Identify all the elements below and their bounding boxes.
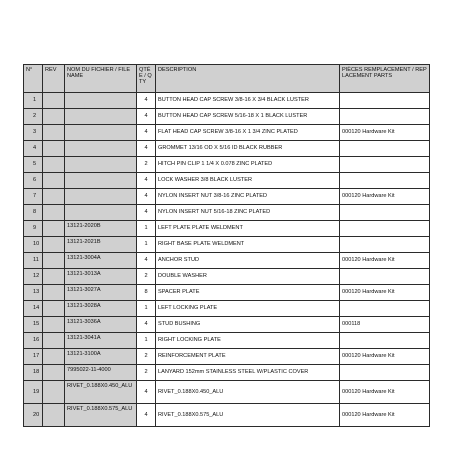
item-number-cell: 11 [24,253,43,269]
file-name-cell [65,109,137,125]
revision-cell [43,285,65,301]
item-number-cell: 5 [24,157,43,173]
table-row [24,404,430,427]
description-cell: ANCHOR STUD [156,253,340,269]
replacement-parts-cell: 000120 Hardware Kit [340,285,430,301]
file-name-cell [65,173,137,189]
item-number-cell: 7 [24,189,43,205]
item-number-cell: 10 [24,237,43,253]
revision-cell [43,253,65,269]
description-cell: STUD BUSHING [156,317,340,333]
quantity-cell: 4 [137,189,156,205]
header-row [24,65,430,93]
replacement-parts-cell: 000120 Hardware Kit [340,404,430,427]
description-cell: HITCH PIN CLIP 1 1/4 X 0.078 ZINC PLATED [156,157,340,173]
header-num: N° [24,65,43,93]
replacement-parts-cell: 000118 [340,317,430,333]
file-name-cell [65,157,137,173]
item-number-cell: 12 [24,269,43,285]
quantity-cell: 4 [137,253,156,269]
quantity-cell: 2 [137,157,156,173]
file-name-cell: 7995022-11-4000 [65,365,137,381]
replacement-parts-cell [340,237,430,253]
quantity-cell: 4 [137,173,156,189]
table-row [24,333,430,349]
revision-cell [43,157,65,173]
description-cell: RIVET_0.188X0.450_ALU [156,381,340,404]
revision-cell [43,365,65,381]
quantity-cell: 4 [137,109,156,125]
revision-cell [43,381,65,404]
quantity-cell: 1 [137,333,156,349]
replacement-parts-cell [340,173,430,189]
quantity-cell: 2 [137,365,156,381]
table-row [24,93,430,109]
header-rev: REV [43,65,65,93]
replacement-parts-cell [340,93,430,109]
revision-cell [43,301,65,317]
description-cell: SPACER PLATE [156,285,340,301]
quantity-cell: 2 [137,349,156,365]
description-cell: NYLON INSERT NUT 3/8-16 ZINC PLATED [156,189,340,205]
quantity-cell: 2 [137,269,156,285]
replacement-parts-cell: 000120 Hardware Kit [340,381,430,404]
description-cell: LEFT PLATE PLATE WELDMENT [156,221,340,237]
item-number-cell: 4 [24,141,43,157]
replacement-parts-cell: 000120 Hardware Kit [340,189,430,205]
replacement-parts-cell: 000120 Hardware Kit [340,125,430,141]
file-name-cell: 13121-2020B [65,221,137,237]
file-name-cell: 13121-3100A [65,349,137,365]
description-cell: NYLON INSERT NUT 5/16-18 ZINC PLATED [156,205,340,221]
replacement-parts-cell [340,365,430,381]
replacement-parts-cell [340,269,430,285]
quantity-cell: 4 [137,141,156,157]
replacement-parts-cell [340,109,430,125]
item-number-cell: 3 [24,125,43,141]
table-row [24,285,430,301]
description-cell: BUTTON HEAD CAP SCREW 3/8-16 X 3/4 BLACK LUSTER [156,93,340,109]
table-row [24,237,430,253]
file-name-cell [65,189,137,205]
table-row [24,205,430,221]
quantity-cell: 4 [137,125,156,141]
table-row [24,157,430,173]
parts-rows [24,93,430,427]
file-name-cell: RIVET_0.188X0.575_ALU [65,404,137,427]
revision-cell [43,237,65,253]
table-row [24,269,430,285]
description-cell: BUTTON HEAD CAP SCREW 5/16-18 X 1 BLACK LUSTER [156,109,340,125]
item-number-cell: 20 [24,404,43,427]
table-row [24,141,430,157]
item-number-cell: 13 [24,285,43,301]
table-row [24,189,430,205]
quantity-cell: 4 [137,93,156,109]
revision-cell [43,349,65,365]
description-cell: FLAT HEAD CAP SCREW 3/8-16 X 1 3/4 ZINC PLATED [156,125,340,141]
item-number-cell: 19 [24,381,43,404]
description-cell: RIGHT LOCKING PLATE [156,333,340,349]
item-number-cell: 15 [24,317,43,333]
item-number-cell: 6 [24,173,43,189]
revision-cell [43,141,65,157]
file-name-cell: 13121-3004A [65,253,137,269]
replacement-parts-cell: 000120 Hardware Kit [340,253,430,269]
header-file-name: NOM DU FICHIER / FILE NAME [65,65,137,93]
revision-cell [43,125,65,141]
replacement-parts-cell [340,221,430,237]
description-cell: LEFT LOCKING PLATE [156,301,340,317]
item-number-cell: 18 [24,365,43,381]
file-name-cell [65,93,137,109]
file-name-cell [65,125,137,141]
file-name-cell: RIVET_0.188X0.450_ALU [65,381,137,404]
quantity-cell: 1 [137,237,156,253]
quantity-cell: 1 [137,221,156,237]
item-number-cell: 1 [24,93,43,109]
quantity-cell: 4 [137,404,156,427]
revision-cell [43,205,65,221]
table-row [24,349,430,365]
file-name-cell: 13121-3013A [65,269,137,285]
replacement-parts-cell [340,205,430,221]
item-number-cell: 17 [24,349,43,365]
description-cell: RIGHT BASE PLATE WELDMENT [156,237,340,253]
item-number-cell: 9 [24,221,43,237]
description-cell: LOCK WASHER 3/8 BLACK LUSTER [156,173,340,189]
item-number-cell: 8 [24,205,43,221]
revision-cell [43,269,65,285]
revision-cell [43,317,65,333]
replacement-parts-cell [340,141,430,157]
file-name-cell: 13121-3036A [65,317,137,333]
table-row [24,301,430,317]
item-number-cell: 16 [24,333,43,349]
revision-cell [43,333,65,349]
description-cell: GROMMET 13/16 OD X 5/16 ID BLACK RUBBER [156,141,340,157]
file-name-cell [65,205,137,221]
quantity-cell: 8 [137,285,156,301]
table-row [24,317,430,333]
quantity-cell: 4 [137,317,156,333]
file-name-cell: 13121-2021B [65,237,137,253]
item-number-cell: 14 [24,301,43,317]
description-cell: REINFORCEMENT PLATE [156,349,340,365]
file-name-cell: 13121-3027A [65,285,137,301]
parts-list-table [23,64,430,427]
table-row [24,221,430,237]
replacement-parts-cell: 000120 Hardware Kit [340,349,430,365]
revision-cell [43,93,65,109]
table-row [24,125,430,141]
revision-cell [43,173,65,189]
table-row [24,253,430,269]
quantity-cell: 4 [137,381,156,404]
revision-cell [43,189,65,205]
header-description: DESCRIPTION [156,65,340,93]
replacement-parts-cell [340,301,430,317]
description-cell: RIVET_0.188X0.575_ALU [156,404,340,427]
table-row [24,381,430,404]
header-replacement-parts: PIÈCES REMPLACEMENT / REPLACEMENT PARTS [340,65,430,93]
table-row [24,109,430,125]
table-row [24,365,430,381]
revision-cell [43,404,65,427]
replacement-parts-cell [340,333,430,349]
item-number-cell: 2 [24,109,43,125]
quantity-cell: 4 [137,205,156,221]
description-cell: LANYARD 152mm STAINLESS STEEL W/PLASTIC COVER [156,365,340,381]
table-row [24,173,430,189]
file-name-cell: 13121-3028A [65,301,137,317]
revision-cell [43,221,65,237]
header-qty: QTÉE / QTY [137,65,156,93]
replacement-parts-cell [340,157,430,173]
revision-cell [43,109,65,125]
file-name-cell [65,141,137,157]
description-cell: DOUBLE WASHER [156,269,340,285]
quantity-cell: 1 [137,301,156,317]
file-name-cell: 13121-3041A [65,333,137,349]
